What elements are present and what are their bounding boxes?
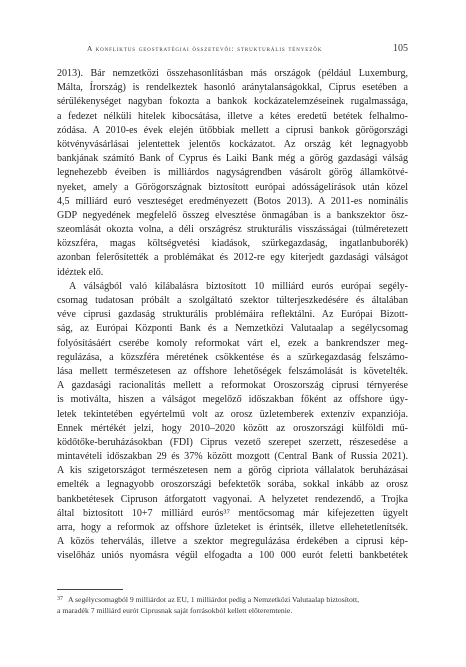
text-line: legnehezebb éveiben is milliárdos nagyságrendben vásárolt görög államkötvé- xyxy=(57,167,408,179)
text-line: véve ciprusi gazdaság strukturális problémáira reflektálni. Az Európai Bizott- xyxy=(57,309,408,321)
text-line: azonban felerősítették a problémákat és 2012-re egy kiterjedt gazdasági válságot xyxy=(57,252,408,264)
text-line: szeomlását okozta volna, a déli országrész strukturális visszásságai (túlméretezett xyxy=(57,224,408,236)
text-line: emelték a legnagyobb oroszországi befektetők sorába, sokkal inkább az orosz xyxy=(57,479,408,491)
text-line: ködőtőke-beruházásokban (FDI) Ciprus vezető szerepet szerzett, részesedése a xyxy=(57,436,408,448)
text-line: A válságból való kilábalásra biztosított 10 milliárd eurós európai segély- xyxy=(69,280,408,292)
text-line: idéztek elő. xyxy=(57,266,104,278)
body-text xyxy=(57,67,408,564)
text-line: 4,5 milliárd euró veszteséget eredményezett (Botos 2013). A 2011-es nominális xyxy=(57,195,408,207)
text-line: A gazdasági racionalitás mellett a reformokat Oroszország ciprusi térnyerése xyxy=(57,380,408,392)
text-line: bankjának számító Bank of Cyprus és Laiki Bank még a görög gazdasági válság xyxy=(57,153,408,165)
text-line: regulázása, a közszféra méretének csökkentése és a szürkegazdaság felszámo- xyxy=(57,351,408,363)
text-line: által biztosított 10+7 milliárd eurós³⁷ mentőcsomag már kifejezetten ügyelt xyxy=(57,507,408,519)
text-line: viselőház uniós nyomásra végül elfogadta a 100 000 eurót feletti bankbetétek xyxy=(57,550,408,562)
text-line: sérülékenységet nagyban fokozta a bankok kockázatelemzéseinek rugalmassága, xyxy=(57,96,408,108)
text-line: folyósításáért cserébe komoly reformokat várt el, ezek a bankrendszer meg- xyxy=(57,337,408,349)
text-line: csomag tudatosan próbált a szolgáltató szektor túlterjeszkedésére és általában xyxy=(57,295,408,306)
text-line: nyeket, amely a Görögországnak biztosított európai adósságelírások után közel xyxy=(57,181,408,193)
text-line: kötvényvásárlásai jelentettek jelentős kockázatot. Az ország két legnagyobb xyxy=(57,138,408,150)
text-line: letek tekintetében egyértelmű volt az orosz üzletemberek extenzív expanziója. xyxy=(57,408,408,420)
text-line: közszféra, magas költségvetési kiadások, szürkegazdaság, ingatlanbuborék) xyxy=(57,238,408,250)
text-line: A közös teherválás, illetve a szektor megregulázása érdekében a ciprusi kép- xyxy=(57,536,408,548)
footnote xyxy=(57,594,408,616)
page-number: 105 xyxy=(393,43,408,54)
text-line: a fedezet nélküli hitelek kibocsátása, illetve a kétes eredetű betétek felhalmo- xyxy=(57,110,408,122)
text-line: 2013). Bár nemzetközi összehasonlításban más országok (például Luxemburg, xyxy=(57,68,408,79)
running-title: A konfliktus geostratégiai összetevői: strukturális tényezők xyxy=(87,44,323,53)
text-line: bankbetétesek Cipruson átforgatott vagyonai. A helyzetet rendezendő, a Trojka xyxy=(57,493,408,505)
footnote-text: A segélycsomagból 9 milliárdot az EU, 1 milliárdot pedig a Nemzetközi Valutaalap biztosított, xyxy=(68,595,360,604)
text-line: Ennek mértékét jelzi, hogy 2010–2020 között az oroszországi külföldi mű- xyxy=(57,422,408,434)
text-line: is motiválta, hiszen a válságot megelőző időszakban főként az offshore úgy- xyxy=(57,394,408,406)
text-line: GDP negyedének megfelelő összeg elvesztése önmagában is a bankszektor ösz- xyxy=(57,209,408,221)
text-line: arra, hogy a reformok az offshore üzleteket is érintsék, illetve ellehetetlenítsék. xyxy=(57,522,408,533)
text-line: zódása. A 2010-es évek elején ütőbbiak mellett a ciprusi bankok görögországi xyxy=(57,124,408,136)
footnote-divider xyxy=(57,589,123,590)
footnote-text: a maradék 7 milliárd eurót Ciprusnak saját forrásokból kellett előteremtenie. xyxy=(57,606,293,615)
text-line: Málta, Írország) is rendelkeztek hasonló aránytalanságokkal, Ciprus esetében a xyxy=(57,82,408,94)
text-line: mintavételi időszakban 29 és 37% között mozgott (Central Bank of Russia 2021). xyxy=(57,451,408,463)
text-line: ság, az Európai Központi Bank és a Nemzetközi Valutaalap a segélycsomag xyxy=(57,323,408,335)
text-line: lása mellett természetesen az offshore lehetőségek felszámolását is követelték. xyxy=(57,365,408,377)
footnote-line xyxy=(57,594,408,605)
text-line: A kis szigetországot természetesen nem a görög cipriota vállalatok beruházásai xyxy=(57,465,408,477)
footnote-number: 37 xyxy=(57,596,63,602)
footnote-line xyxy=(57,605,408,616)
